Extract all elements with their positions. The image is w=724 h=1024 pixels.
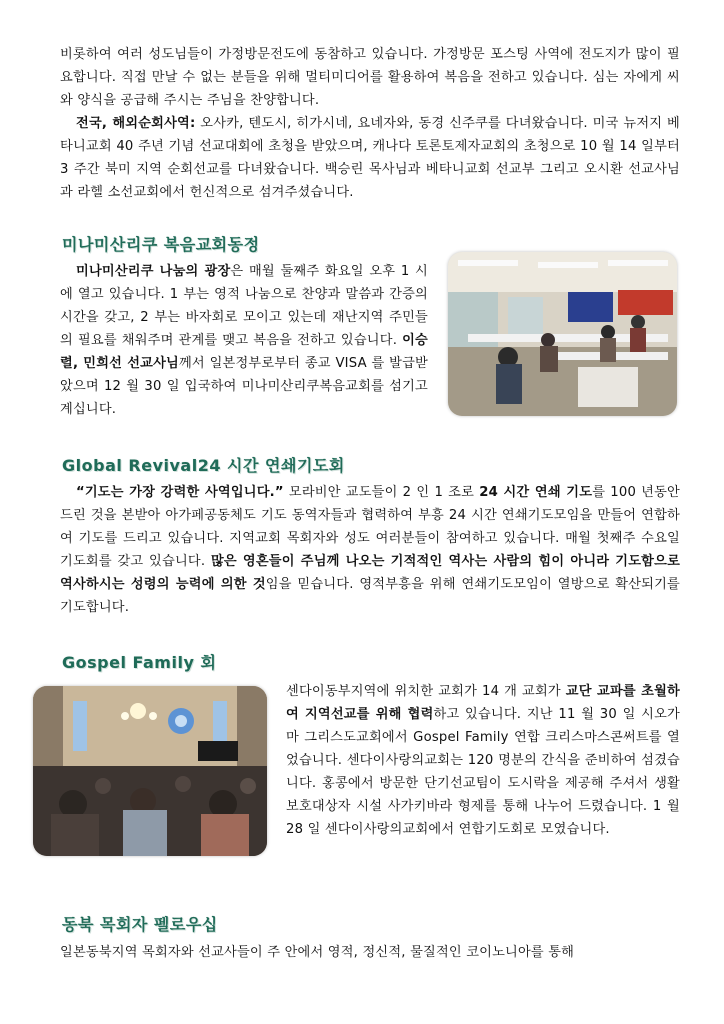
gospel-family-paragraph: 센다이동부지역에 위치한 교회가 14 개 교회가 교단 교파를 초월하여 지역선교를 위해 협력하고 있습니다. 지난 11 월 30 일 시오가마 그리스도교회에서 Gospel Family 연합 크리스마스콘써트를 열었습니다. 센다이사랑의교회는 120 명분의 간식을 준비하여 섬겼습니다. 홍콩에서 방문한 단기선교팀이 도시락을 제공해 주셔서 생활보호대상자 시설 사가키바라 형제를 통해 나누어 드렸습니다. 1 월 28 일 센다이사랑의교회에서 연합기도회로 모였습니다. [286,684,680,837]
global-revival-paragraph: “기도는 가장 강력한 사역입니다.” 모라비안 교도들이 2 인 1 조로 24 시간 연쇄 기도를 100 년동안 드린 것을 본받아 아가페공동체도 기도 동역자들과 협력하여 부흥 24 시간 연쇄기도모임을 만들어 연합하여 기도를 드리고 있습니다. 지역교회 목회자와 성도 여러분들이 참여하고 있습니다. 매월 첫째주 수요일 기도회를 갖고 있습니다. 많은 영혼들이 주님께 나오는 기적적인 역사는 사람의 힘이 아니라 기도함으로 역사하시는 성령의 능력에 의한 것임을 믿습니다. 영적부흥을 위해 연쇄기도모임이 열방으로 확산되기를 기도합니다. [60,485,681,615]
section-heading-minamisanriku: 미나미산리쿠 복음교회동정 [62,235,260,254]
tohoku-fellowship-paragraph: 일본동북지역 목회자와 선교사들이 주 안에서 영적, 정신적, 물질적인 코이노니아를 통해 [60,945,575,960]
intro-text: 비롯하여 여러 성도님들이 가정방문전도에 동참하고 있습니다. 가정방문 포스팅 사역에 전도지가 많이 필요합니다. 직접 만날 수 없는 분들을 위해 멀티미디어를 활용하여 복음을 전하고 있습니다. 심는 자에게 씨와 양식을 공급해 주시는 주님을 찬양합니다. [60,47,680,108]
section-heading-tohoku-fellowship: 동북 목회자 펠로우십 [62,915,218,934]
cooperation-phrase: 교단 교파를 초월하여 지역선교를 위해 협력 [286,684,680,722]
missionary-names: 이승렬, 민희선 선교사님 [60,333,428,371]
mission-text: 오사카, 텐도시, 히가시네, 요네자와, 동경 신주쿠를 다녀왔습니다. 미국 뉴저지 베타니교회 40 주년 기념 선교대회에 초청을 받았으며, 캐나다 토론토제자교회의 초청으로 10 월 14 일부터 3 주간 북미 지역 순회선교를 다녀왔습니다. 백승린 목사님과 베타니교회 선교부 그리고 오시환 선교사님과 라헬 소선교회에서 헌신적으로 섬겨주셨습니다. [60,116,680,200]
sharing-square-label: 미나미산리쿠 나눔의 광장 [76,264,231,279]
section-heading-global-revival: Global Revival24 시간 연쇄기도회 [62,456,345,475]
mission-label: 전국, 해외순회사역: [76,116,196,131]
intro-paragraph [60,43,680,204]
church-concert-photo [33,686,267,856]
prayer-quote: “기도는 가장 강력한 사역입니다.” [76,485,284,500]
minamisanriku-paragraph: 미나미산리쿠 나눔의 광장은 매월 둘째주 화요일 오후 1 시에 열고 있습니다. 1 부는 영적 나눔으로 찬양과 말씀과 간증의 시간을 갖고, 2 부는 바자회로 모이고 있는데 재난지역 주민들의 필요를 채워주며 관계를 맺고 복음을 전하고 있습니다. 이승렬, 민희선 선교사님께서 일본정부로부터 종교 VISA 를 발급받았으며 12 월 30 일 입국하여 미나미산리쿠복음교회를 섬기고 계십니다. [60,264,428,417]
section-heading-gospel-family: Gospel Family 회 [62,653,217,672]
community-hall-photo [448,252,677,416]
